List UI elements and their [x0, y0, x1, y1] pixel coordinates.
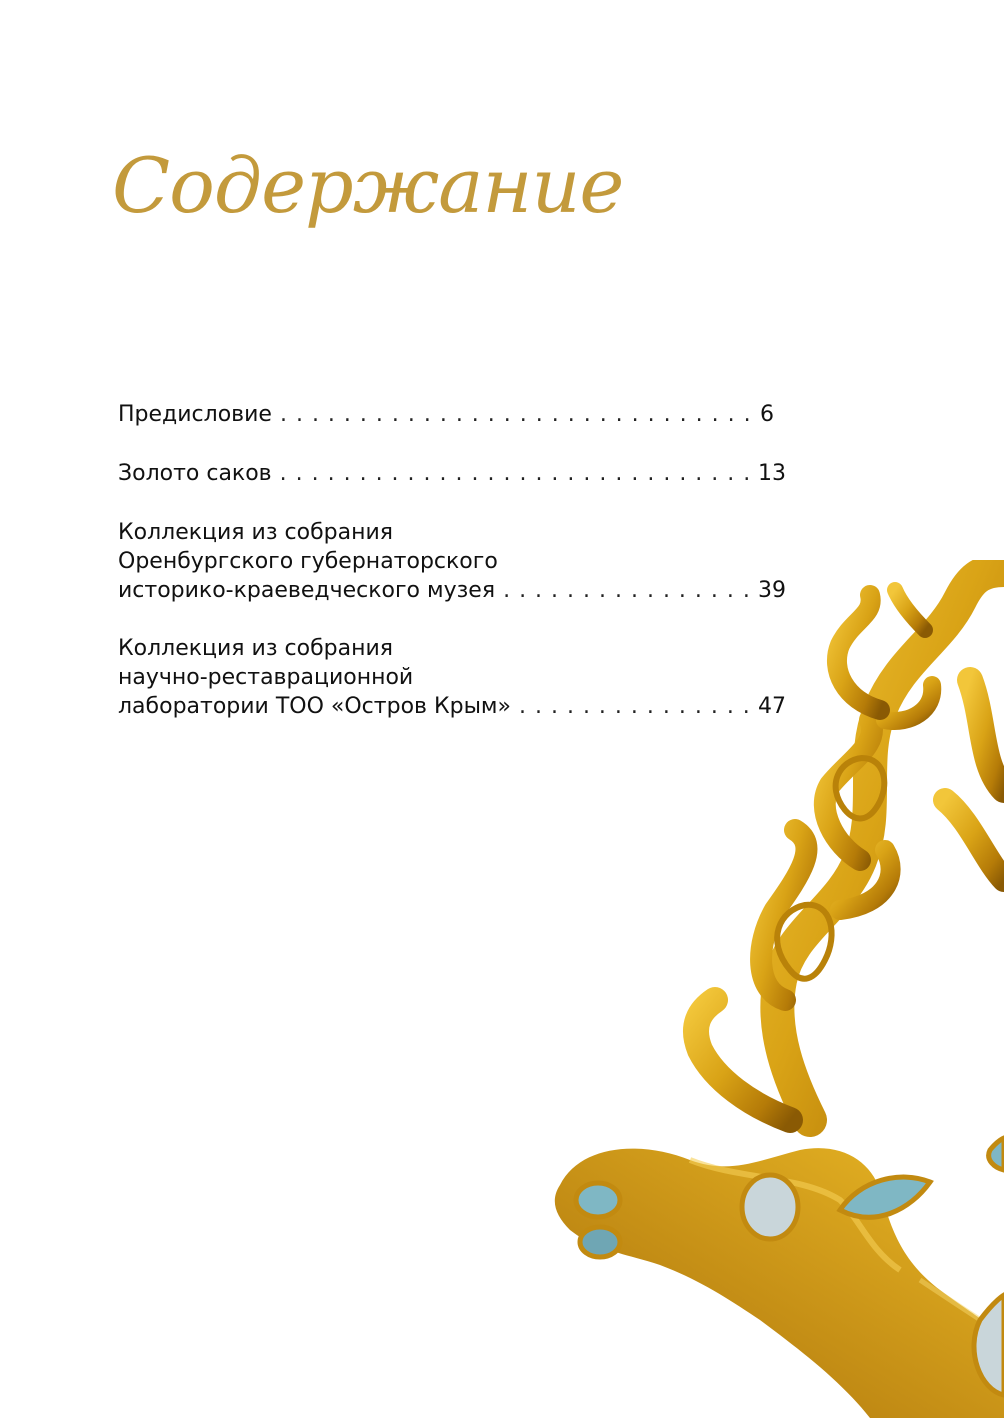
toc-entry-title-line: лаборатории ТОО «Остров Крым»	[118, 694, 511, 719]
gold-deer-figurine-image	[540, 560, 1004, 1418]
toc-entry-title-line: историко-краеведческого музея	[118, 578, 496, 603]
page-title: Содержание	[112, 141, 624, 230]
toc-entry-title: Предисловие	[118, 402, 272, 427]
toc-page-number: 6	[760, 402, 774, 427]
toc-page-number: 47	[758, 694, 786, 719]
antler	[696, 570, 1004, 1120]
toc-dot-leader	[280, 459, 750, 488]
toc-entry-title-line: научно-реставрационной	[118, 665, 414, 690]
toc-entry-title-line: Оренбургского губернаторского	[118, 549, 498, 574]
toc-entry-title: Золото саков	[118, 461, 272, 486]
toc-page-number: 13	[758, 461, 786, 486]
toc-entry-title-line: Коллекция из собрания	[118, 636, 393, 661]
toc-entry[interactable]	[118, 400, 798, 429]
toc-dot-leader	[280, 400, 752, 429]
toc-entry[interactable]	[118, 459, 798, 488]
toc-page-number: 39	[758, 578, 786, 603]
toc-entry-title-line: Коллекция из собрания	[118, 520, 393, 545]
